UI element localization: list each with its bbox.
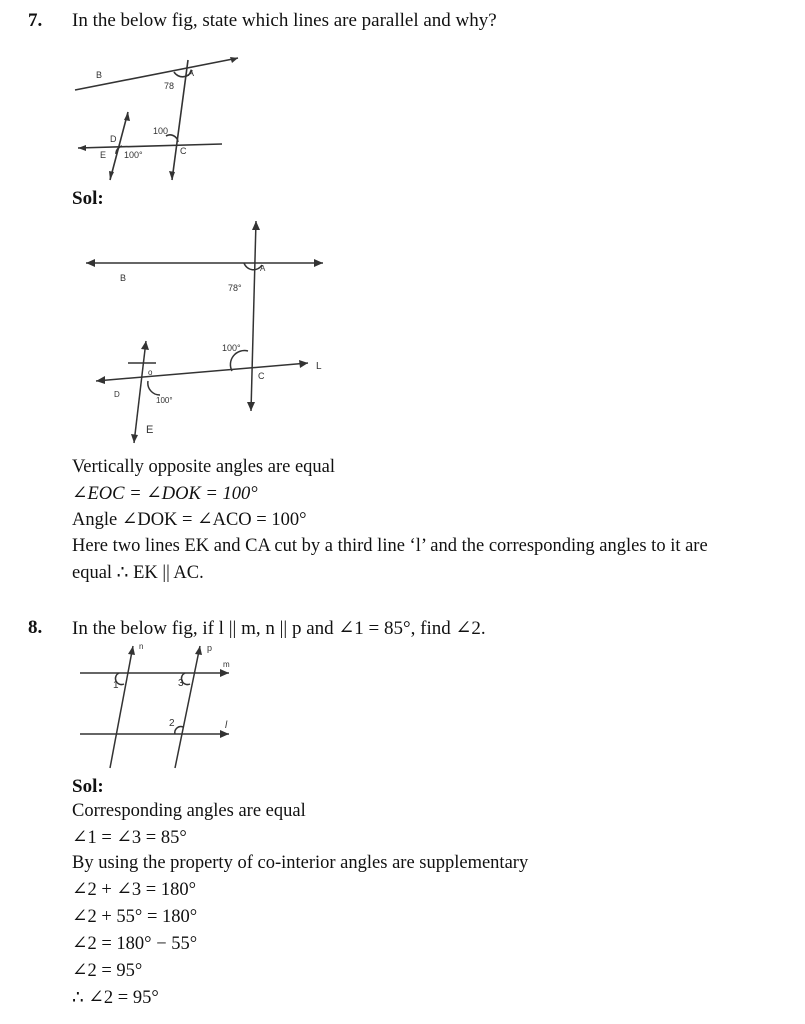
line-n xyxy=(110,646,133,768)
q8-solution-line-8: ∴ ∠2 = 95° xyxy=(72,988,159,1008)
q7-solution-line-3: Angle ∠DOK = ∠ACO = 100° xyxy=(72,510,307,530)
arrow-head-b-left xyxy=(86,259,95,267)
arrow-head-e-down xyxy=(131,434,138,443)
question-8-sol-label: Sol: xyxy=(72,776,104,797)
question-8-figure xyxy=(75,640,245,772)
label-a-sol: A xyxy=(260,264,266,273)
q8-solution-line-6: ∠2 = 180° − 55° xyxy=(72,934,198,954)
label-n: n xyxy=(139,642,144,651)
angle-arc-100-bottom-sol xyxy=(148,381,160,395)
arrow-head-c-down xyxy=(247,402,255,411)
arrow-head-l xyxy=(220,730,229,738)
label-78-sol: 78° xyxy=(228,283,242,293)
arrow-head-n xyxy=(128,646,135,655)
q8-solution-line-3: By using the property of co-interior angles are supplementary xyxy=(72,853,529,873)
arrow-head-m xyxy=(220,669,229,677)
label-100-bottom-sol: 100° xyxy=(156,396,173,405)
q8-solution-line-5: ∠2 + 55° = 180° xyxy=(72,907,198,927)
arrow-head-a-up xyxy=(252,221,260,230)
q7-solution-line-4: Here two lines EK and CA cut by a third line ‘l’ and the corresponding angles to it are xyxy=(72,536,708,556)
label-78: 78 xyxy=(164,81,175,91)
q8-solution-line-7: ∠2 = 95° xyxy=(72,961,143,981)
question-number-8: 8. xyxy=(28,617,43,638)
question-7-solution-figure xyxy=(80,213,340,445)
q8-solution-line-1: Corresponding angles are equal xyxy=(72,801,306,821)
label-b-sol: B xyxy=(120,273,127,283)
label-100-top-sol: 100° xyxy=(222,343,241,353)
arrow-head-l-right xyxy=(299,360,308,368)
q7-solution-line-2: ∠EOC = ∠DOK = 100° xyxy=(72,484,258,504)
arrow-head-e-up xyxy=(141,341,149,350)
label-angle-2: 2 xyxy=(169,718,175,729)
line-p xyxy=(175,646,200,768)
label-a: A xyxy=(188,68,195,78)
q8-solution-line-4: ∠2 + ∠3 = 180° xyxy=(72,880,197,900)
arrow-head-a-down xyxy=(169,171,175,180)
label-o-sol: o xyxy=(148,368,153,377)
label-b: B xyxy=(96,70,103,80)
question-number-7: 7. xyxy=(28,10,43,31)
line-ec xyxy=(78,144,222,148)
q7-solution-line-5: equal ∴ EK || AC. xyxy=(72,563,204,583)
label-e: E xyxy=(100,150,107,160)
arrow-head-p xyxy=(195,646,202,655)
label-m: m xyxy=(223,660,230,669)
question-7-text: In the below fig, state which lines are parallel and why? xyxy=(72,10,497,31)
arrow-head-ec-left xyxy=(78,145,86,151)
label-p: p xyxy=(207,643,213,653)
label-angle-3: 3 xyxy=(178,678,184,689)
label-c-sol: C xyxy=(258,371,265,381)
q8-solution-line-2: ∠1 = ∠3 = 85° xyxy=(72,828,187,848)
label-e-sol: E xyxy=(146,424,154,436)
label-angle-1: 1 xyxy=(113,680,119,691)
label-d-sol: D xyxy=(114,390,120,399)
transversal-ac-sol xyxy=(251,221,256,411)
label-c: C xyxy=(180,146,187,156)
label-100-bottom: 100° xyxy=(124,150,143,160)
arrow-head-d-left xyxy=(96,376,105,384)
line-l-sol xyxy=(96,363,308,381)
q7-solution-line-1: Vertically opposite angles are equal xyxy=(72,457,336,477)
transversal-ek-sol xyxy=(134,341,146,443)
label-l: l xyxy=(225,720,228,731)
arrow-head-a-right xyxy=(314,259,323,267)
transversal-a xyxy=(172,60,188,180)
question-7-sol-label: Sol: xyxy=(72,188,104,209)
label-100-top: 100 xyxy=(153,126,169,136)
question-8-text: In the below fig, if l || m, n || p and ∠1 = 85°, find ∠2. xyxy=(72,618,486,639)
question-7-figure xyxy=(70,50,250,185)
label-d: D xyxy=(110,134,117,144)
arrow-head-ba xyxy=(230,57,238,63)
label-l-sol: L xyxy=(316,361,322,372)
